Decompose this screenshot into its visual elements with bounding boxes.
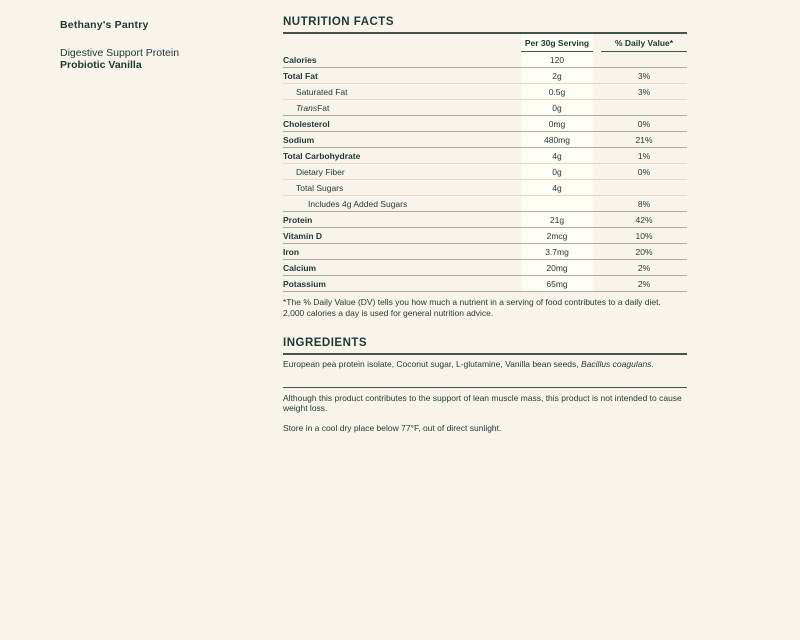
- ingredients-regular: European pea protein isolate, Coconut sugar, L-glutamine, Vanilla bean seeds,: [283, 359, 582, 369]
- daily-value: 3%: [637, 70, 651, 81]
- column-gap: [593, 132, 601, 147]
- nutrient-label: Total Fat: [283, 70, 318, 81]
- column-gap: [593, 100, 601, 115]
- product-line: Digestive Support Protein: [60, 47, 180, 59]
- serving-value: 2g: [521, 68, 593, 83]
- table-row: [283, 212, 687, 228]
- daily-value: [601, 180, 687, 195]
- daily-value: 0%: [637, 118, 651, 129]
- column-gap: [593, 196, 601, 211]
- table-row: [283, 228, 687, 244]
- daily-value: 1%: [637, 150, 651, 161]
- nutrient-label: Sodium: [283, 134, 315, 145]
- serving-value: 20mg: [521, 260, 593, 275]
- table-row: [283, 260, 687, 276]
- daily-value: 2%: [637, 262, 651, 273]
- column-gap: [593, 164, 601, 179]
- daily-value-footnote: [283, 297, 687, 318]
- column-gap: [593, 212, 601, 227]
- nutrient-label: Total Sugars: [296, 182, 344, 193]
- daily-value: 8%: [637, 198, 651, 209]
- column-gap: [593, 34, 601, 52]
- disclaimer-divider: [283, 387, 687, 388]
- storage-instructions: Store in a cool dry place below 77°F, out of direct sunlight.: [283, 422, 502, 433]
- column-gap: [593, 276, 601, 291]
- nutrient-label: Cholesterol: [283, 118, 330, 129]
- daily-value: 3%: [637, 86, 651, 97]
- serving-value: 0g: [521, 100, 593, 115]
- table-row: [283, 132, 687, 148]
- table-row: [283, 84, 687, 100]
- table-row: [283, 68, 687, 84]
- ingredients-suffix: .: [651, 359, 654, 369]
- ingredients-section: [283, 337, 687, 370]
- nutrient-label: Potassium: [283, 278, 326, 289]
- serving-value: 4g: [521, 148, 593, 163]
- serving-value: 3.7mg: [521, 244, 593, 259]
- column-gap: [593, 228, 601, 243]
- column-gap: [593, 180, 601, 195]
- footnote-line-2: 2,000 calories a day is used for general nutrition advice.: [283, 307, 494, 318]
- serving-value: 0.5g: [521, 84, 593, 99]
- column-gap: [593, 68, 601, 83]
- column-header-serving: Per 30g Serving: [521, 34, 593, 52]
- daily-value: 42%: [635, 214, 653, 225]
- footnote-line-1: *The % Daily Value (DV) tells you how much a nutrient in a serving of food contributes to a daily diet.: [283, 297, 661, 307]
- table-row: [283, 164, 687, 180]
- column-gap: [593, 148, 601, 163]
- nutrition-panel: [283, 16, 687, 433]
- ingredients-rule: [283, 353, 687, 355]
- daily-value: 0%: [637, 166, 651, 177]
- nutrient-label: Dietary Fiber: [296, 166, 345, 177]
- nutrient-label: Total Carbohydrate: [283, 150, 361, 161]
- daily-value: [601, 100, 687, 115]
- nutrient-label: Includes 4g Added Sugars: [308, 198, 408, 209]
- column-gap: [593, 244, 601, 259]
- nutrient-label: Calories: [283, 54, 317, 65]
- table-row: [283, 148, 687, 164]
- nutrient-label: [283, 100, 521, 115]
- column-gap: [593, 84, 601, 99]
- ingredients-title: INGREDIENTS: [283, 337, 368, 349]
- nutrient-label: Protein: [283, 214, 313, 225]
- table-row: [283, 52, 687, 68]
- serving-value: 21g: [521, 212, 593, 227]
- nutrient-label: Iron: [283, 246, 300, 257]
- nutrient-label: Calcium: [283, 262, 317, 273]
- table-header-row: [283, 34, 687, 52]
- table-row: [283, 116, 687, 132]
- serving-value: 2mcg: [521, 228, 593, 243]
- serving-value: 4g: [521, 180, 593, 195]
- column-gap: [593, 52, 601, 67]
- column-gap: [593, 116, 601, 131]
- muscle-mass-disclaimer: Although this product contributes to the support of lean muscle mass, this product is not intended to cause weight loss.: [283, 392, 682, 413]
- serving-value: 0mg: [521, 116, 593, 131]
- column-header-daily-value: % Daily Value*: [601, 34, 687, 52]
- table-row: [283, 100, 687, 116]
- nutrient-label: Saturated Fat: [296, 86, 348, 97]
- daily-value: 2%: [637, 278, 651, 289]
- nutrient-label-italic: Trans: [296, 102, 318, 113]
- serving-value: 480mg: [521, 132, 593, 147]
- daily-value: 20%: [635, 246, 653, 257]
- nutrient-label: Vitamin D: [283, 230, 323, 241]
- daily-value: [601, 52, 687, 67]
- nutrition-facts-title: NUTRITION FACTS: [283, 16, 394, 28]
- brand-block: [60, 19, 179, 71]
- ingredients-list: [283, 359, 687, 370]
- disclaimer-section: [283, 393, 687, 434]
- header-spacer: [283, 34, 521, 52]
- nutrient-label-text: Fat: [317, 102, 330, 113]
- ingredients-italic: Bacillus coagulans: [581, 359, 652, 369]
- daily-value: 10%: [635, 230, 653, 241]
- brand-name: Bethany's Pantry: [60, 19, 149, 31]
- table-row: [283, 276, 687, 292]
- column-gap: [593, 260, 601, 275]
- table-row: [283, 244, 687, 260]
- product-flavor: Probiotic Vanilla: [60, 59, 142, 71]
- daily-value: 21%: [635, 134, 653, 145]
- serving-value: [521, 196, 593, 211]
- table-row: [283, 196, 687, 212]
- table-row: [283, 180, 687, 196]
- serving-value: 0g: [521, 164, 593, 179]
- serving-value: 65mg: [521, 276, 593, 291]
- serving-value: 120: [521, 52, 593, 67]
